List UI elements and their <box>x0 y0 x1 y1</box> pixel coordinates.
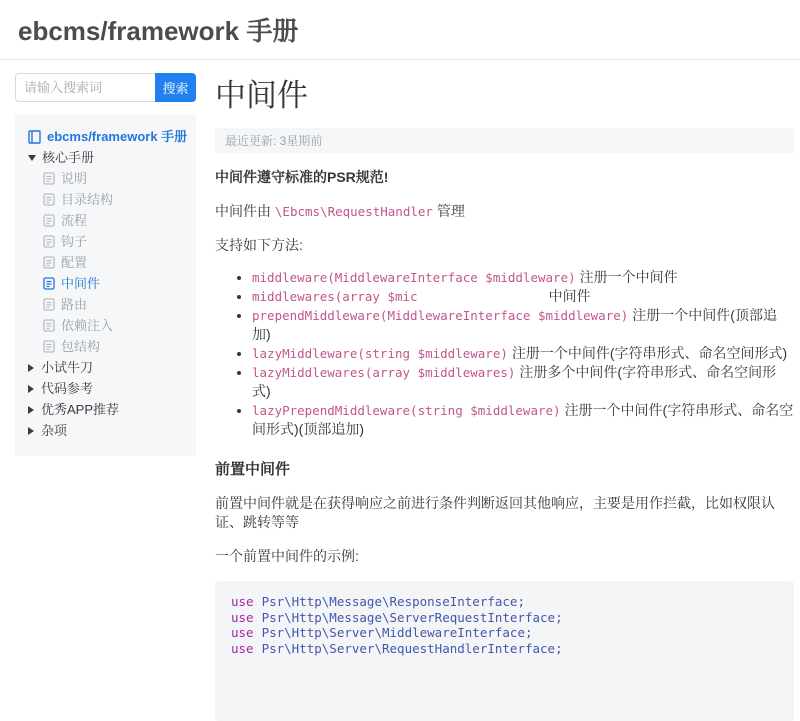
code-keyword: use <box>231 640 254 656</box>
sidebar-item-mulu[interactable] <box>43 189 188 210</box>
method-desc: 注册一个中间件 <box>579 269 678 285</box>
sidebar-section-zaxiang[interactable] <box>28 420 188 441</box>
code-path: Psr\Http\Server\MiddlewareInterface; <box>261 625 533 640</box>
code-line <box>231 641 778 657</box>
intro-statement: 中间件遵守标准的PSR规范! <box>215 169 389 185</box>
method-desc: 注册多个中间件(字符串形式、命名空间形式) <box>252 364 777 399</box>
method-code: lazyPrependMiddleware(string $middleware) <box>252 403 561 418</box>
search-input[interactable] <box>15 73 155 102</box>
left-column <box>0 60 196 456</box>
code-line <box>231 594 778 610</box>
managed-suffix: 管理 <box>432 203 465 219</box>
sidebar-section-daima[interactable] <box>28 378 188 399</box>
sidebar-item-label: 配置 <box>61 255 88 270</box>
method-code: lazyMiddleware(string $middleware) <box>252 346 508 361</box>
doc-icon <box>43 193 55 206</box>
app-title: ebcms/framework 手册 <box>18 16 299 46</box>
code-line <box>231 610 778 626</box>
sidebar-item-yilai[interactable] <box>43 315 188 336</box>
code-path: Psr\Http\Message\ResponseInterface; <box>261 594 525 609</box>
caret-right-icon <box>28 385 34 393</box>
request-handler-code: \Ebcms\RequestHandler <box>274 204 433 219</box>
sidebar-item-zhongjianjian-active[interactable] <box>43 273 188 294</box>
sidebar-item-label: 包结构 <box>61 339 101 354</box>
sidebar-item-gouzi[interactable] <box>43 231 188 252</box>
doc-icon <box>43 277 55 290</box>
sidebar-core-children <box>28 168 188 357</box>
sidebar-item-shuoming[interactable] <box>43 168 188 189</box>
caret-right-icon <box>28 406 34 414</box>
method-code: middleware(MiddlewareInterface $middleware) <box>252 270 576 285</box>
code-block <box>215 581 794 721</box>
example-lead: 一个前置中间件的示例: <box>215 548 359 564</box>
sidebar-item-baojiegou[interactable] <box>43 336 188 357</box>
sidebar-item-peizhi[interactable] <box>43 252 188 273</box>
method-item <box>252 401 794 439</box>
sidebar-section-app[interactable] <box>28 399 188 420</box>
sidebar-item-label: 路由 <box>61 297 88 312</box>
caret-right-icon <box>28 427 34 435</box>
sidebar-item-label: 依赖注入 <box>61 318 114 333</box>
main-content <box>196 60 800 721</box>
section-paragraph: 前置中间件就是在获得响应之前进行条件判断返回其他响应，主要是用作拦截，比如权限认证、跳转等等 <box>215 495 775 530</box>
sidebar <box>15 115 196 456</box>
sidebar-item-label: 中间件 <box>61 276 101 291</box>
sidebar-section-label: 小试牛刀 <box>41 360 94 375</box>
method-item <box>252 306 794 344</box>
sidebar-item-label: 目录结构 <box>61 192 114 207</box>
caret-down-icon <box>28 155 36 161</box>
method-item-obscured <box>252 287 794 306</box>
method-code: lazyMiddlewares(array $middlewares) <box>252 365 516 380</box>
doc-icon <box>43 172 55 185</box>
last-updated-badge: 最近更新: 3星期前 <box>215 128 794 153</box>
method-code: middlewares(array $mic <box>252 289 418 304</box>
doc-icon <box>43 340 55 353</box>
sidebar-root-label: ebcms/framework 手册 <box>47 129 188 144</box>
sidebar-item-label: 钩子 <box>61 234 88 249</box>
code-path: Psr\Http\Server\RequestHandlerInterface; <box>261 640 563 656</box>
code-keyword: use <box>231 625 254 640</box>
method-item <box>252 344 794 363</box>
managed-prefix: 中间件由 <box>215 203 275 219</box>
sidebar-section-label: 杂项 <box>41 423 68 438</box>
doc-icon <box>43 256 55 269</box>
method-item <box>252 363 794 401</box>
managed-by-line <box>215 202 794 221</box>
page-title: 中间件 <box>215 78 308 113</box>
method-list <box>215 268 794 439</box>
sidebar-item-label: 流程 <box>61 213 88 228</box>
doc-icon <box>43 214 55 227</box>
method-desc: 注册一个中间件(字符串形式、命名空间形式)(顶部追加) <box>252 402 794 437</box>
methods-lead: 支持如下方法: <box>215 237 303 253</box>
sidebar-item-root[interactable] <box>28 126 188 147</box>
doc-icon <box>43 235 55 248</box>
sidebar-section-xiaoshi[interactable] <box>28 357 188 378</box>
method-item <box>252 268 794 287</box>
code-keyword: use <box>231 609 254 625</box>
search-button[interactable]: 搜索 <box>155 73 196 102</box>
method-desc: 注册一个中间件(顶部追加) <box>252 307 777 342</box>
code-line <box>231 625 778 641</box>
book-icon <box>28 130 41 144</box>
sidebar-item-luyou[interactable] <box>43 294 188 315</box>
sidebar-section-label: 代码参考 <box>41 381 94 396</box>
caret-right-icon <box>28 364 34 372</box>
search-bar <box>15 73 196 102</box>
method-desc: 中间件 <box>548 288 591 304</box>
doc-icon <box>43 319 55 332</box>
sidebar-section-label: 优秀APP推荐 <box>41 402 120 417</box>
code-keyword: use <box>231 594 254 609</box>
doc-icon <box>43 298 55 311</box>
app-header <box>0 0 800 60</box>
sidebar-item-label: 说明 <box>61 171 88 186</box>
method-desc: 注册一个中间件(字符串形式、命名空间形式) <box>511 345 788 361</box>
sidebar-item-liucheng[interactable] <box>43 210 188 231</box>
method-code: prependMiddleware(MiddlewareInterface $middleware) <box>252 308 629 323</box>
code-path: Psr\Http\Message\ServerRequestInterface; <box>261 609 563 625</box>
section-heading-qianzhi: 前置中间件 <box>215 461 291 478</box>
sidebar-section-label: 核心手册 <box>42 150 95 165</box>
sidebar-section-core[interactable] <box>28 147 188 168</box>
